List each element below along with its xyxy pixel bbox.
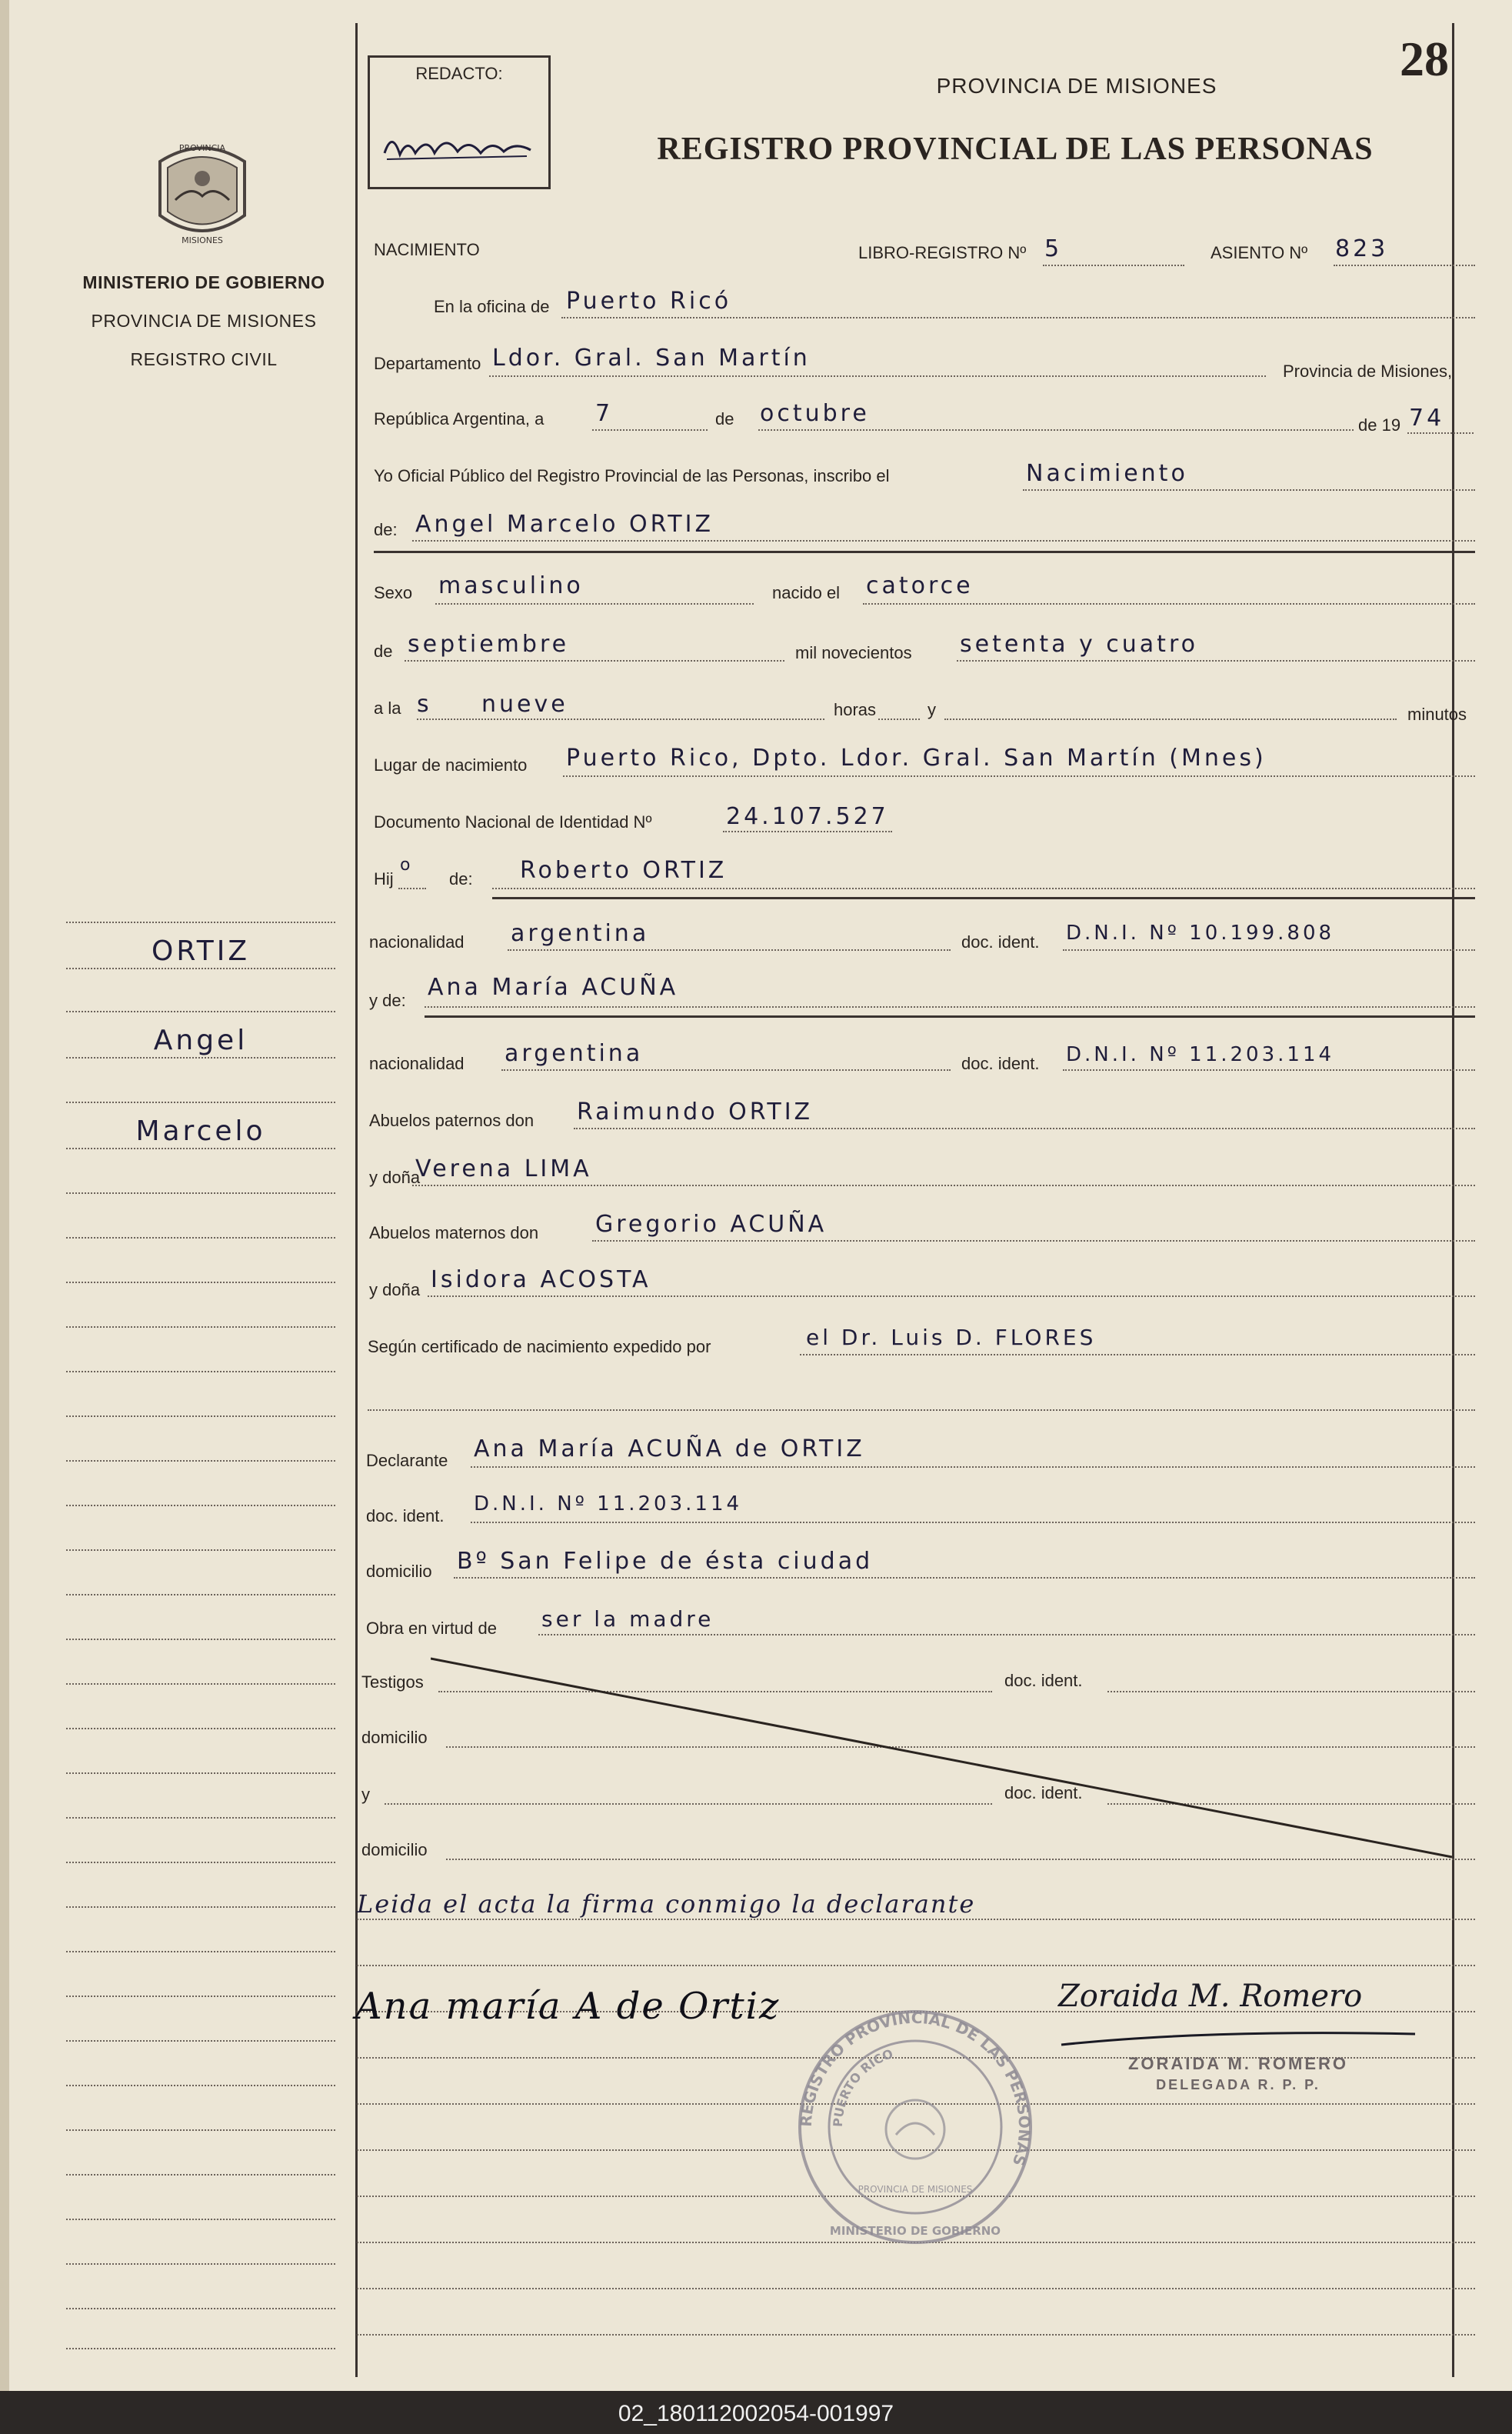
margin-second-name: Marcelo	[135, 1115, 266, 1147]
anio-value: setenta y cuatro	[960, 631, 1198, 658]
margin-line	[66, 2217, 335, 2220]
sexo-dots	[435, 602, 754, 605]
departamento-value: Ldor. Gral. San Martín	[492, 345, 811, 372]
declarante-signature: Ana maría A de Ortiz	[355, 1985, 781, 2028]
madre-dots	[425, 1005, 1475, 1008]
abm-dona-label: y doña	[369, 1280, 421, 1299]
oficina-dots	[561, 315, 1475, 318]
obra-label: Obra en virtud de	[366, 1619, 497, 1638]
nac2-dots	[501, 1068, 951, 1071]
mes-value: octubre	[760, 400, 870, 427]
docid2-value: D.N.I. Nº 11.203.114	[1066, 1043, 1335, 1066]
libro-label: LIBRO-REGISTRO Nº	[858, 243, 1027, 262]
madre-value: Ana María ACUÑA	[428, 974, 679, 1001]
margin-line	[66, 1815, 335, 1819]
anio-dots	[957, 659, 1475, 662]
margin-line	[66, 920, 335, 923]
margin-line	[66, 2172, 335, 2176]
oficial-dots	[1023, 488, 1475, 491]
asiento-dots	[1334, 263, 1475, 266]
hijo-label: Hij	[374, 869, 394, 889]
abp-value: Raimundo ORTIZ	[577, 1099, 814, 1125]
margin-line	[66, 1325, 335, 1328]
t-doc-label: doc. ident.	[1004, 1671, 1083, 1690]
margin-first-name: Angel	[153, 1025, 248, 1056]
domicilio-dots	[454, 1575, 1475, 1579]
declarante-label: Declarante	[366, 1451, 448, 1470]
hora-dots	[417, 717, 824, 720]
svg-text:MINISTERIO DE GOBIERNO: MINISTERIO DE GOBIERNO	[829, 2224, 1001, 2238]
abm-value: Gregorio ACUÑA	[595, 1211, 828, 1238]
redacto-signature	[381, 122, 535, 168]
madre-rule	[425, 1015, 1475, 1018]
sexo-value: masculino	[438, 572, 584, 599]
nac1-value: argentina	[511, 920, 650, 947]
year-value: 74	[1409, 405, 1445, 432]
mes2-dots	[405, 659, 784, 662]
dni-dots	[723, 829, 892, 832]
nacimiento-label: NACIMIENTO	[374, 240, 480, 259]
right-frame-line	[1452, 23, 1454, 2377]
obra-dots	[538, 1632, 1475, 1635]
blank-line	[357, 2286, 1475, 2289]
oficina-label: En la oficina de	[434, 297, 550, 316]
official-name: ZORAIDA M. ROMERO DELEGADA R. P. P.	[1127, 2054, 1349, 2092]
svg-text:PUERTO RICO: PUERTO RICO	[830, 2046, 895, 2128]
domicilio-value: Bº San Felipe de ésta ciudad	[457, 1548, 874, 1575]
cert-dots	[800, 1352, 1475, 1355]
abm-dona-dots	[428, 1294, 1475, 1297]
margin-line	[66, 1994, 335, 1997]
province-heading: PROVINCIA DE MISIONES	[91, 311, 317, 331]
de-year-label: de 19	[1358, 415, 1401, 435]
abp-dots	[574, 1126, 1475, 1129]
province-title: PROVINCIA DE MISIONES	[936, 74, 1217, 98]
ala-suffix: s	[417, 691, 432, 718]
mes2-value: septiembre	[408, 631, 570, 658]
minutos-label: minutos	[1407, 705, 1467, 724]
margin-line	[66, 1548, 335, 1551]
hora-value: nueve	[481, 691, 568, 718]
nacido-label: nacido el	[772, 583, 841, 602]
y-label: y	[928, 700, 936, 719]
t-doc2-label: doc. ident.	[1004, 1783, 1083, 1802]
abm-dots	[592, 1239, 1475, 1242]
oficial-value: Nacimiento	[1026, 460, 1188, 487]
hijo-dots	[398, 886, 426, 889]
yde-label: y de:	[369, 991, 406, 1010]
asiento-label: ASIENTO Nº	[1211, 243, 1308, 262]
margin-line	[66, 2306, 335, 2309]
padre-dots	[492, 886, 1475, 889]
dni-value: 24.107.527	[726, 803, 889, 830]
cert-dots-2	[368, 1408, 1475, 1411]
departamento-label: Departamento	[374, 354, 481, 373]
abm-label: Abuelos maternos don	[369, 1223, 539, 1242]
docid1-dots	[1063, 948, 1475, 951]
margin-line	[66, 1100, 335, 1103]
lugar-dots	[563, 774, 1475, 777]
docid2-dots	[1063, 1068, 1475, 1071]
decl-doc-value: D.N.I. Nº 11.203.114	[474, 1492, 743, 1515]
margin-line	[66, 2039, 335, 2042]
oficina-value: Puerto Ricó	[566, 288, 732, 315]
dni-label: Documento Nacional de Identidad Nº	[374, 812, 652, 832]
horas-dots	[878, 717, 920, 720]
hijo-suffix: o	[400, 855, 414, 875]
provincia-suffix: Provincia de Misiones,	[1283, 362, 1453, 381]
asiento-value: 823	[1335, 235, 1389, 262]
svg-text:PROVINCIA DE MISIONES: PROVINCIA DE MISIONES	[858, 2184, 973, 2195]
abp-dona-dots	[412, 1183, 1475, 1186]
departamento-dots	[489, 374, 1266, 377]
margin-line	[66, 1009, 335, 1012]
persona-value: Angel Marcelo ORTIZ	[415, 511, 714, 538]
cert-value: el Dr. Luis D. FLORES	[806, 1325, 1097, 1350]
decl-doc-dots	[471, 1520, 1475, 1523]
declarante-dots	[471, 1465, 1475, 1468]
margin-line	[66, 1726, 335, 1729]
dia-dots	[592, 428, 708, 431]
redacto-label: REDACTO:	[415, 64, 503, 83]
registry-title: REGISTRO PROVINCIAL DE LAS PERSONAS	[657, 132, 1374, 167]
page-number: 28	[1400, 32, 1449, 86]
registry-stamp	[792, 2000, 1038, 2254]
mes-dots	[758, 428, 1354, 431]
blank-line	[357, 2332, 1475, 2336]
margin-line	[66, 2128, 335, 2131]
redacto-box	[368, 55, 551, 189]
margin-line	[66, 1191, 335, 1194]
official-signature: Zoraida M. Romero	[1058, 1979, 1363, 2014]
t-y-label: y	[361, 1785, 370, 1804]
abp-label: Abuelos paternos don	[369, 1111, 535, 1130]
abp-dona-value: Verena LIMA	[415, 1155, 592, 1182]
obra-value: ser la madre	[541, 1606, 714, 1632]
testigos-strike-line	[431, 1654, 1454, 1869]
margin-line	[66, 1459, 335, 1462]
libro-value: 5	[1044, 235, 1063, 262]
domicilio-label: domicilio	[366, 1562, 432, 1581]
margin-line	[66, 1235, 335, 1239]
lugar-label: Lugar de nacimiento	[374, 755, 528, 775]
dia-value: 7	[595, 400, 614, 427]
nacido-value: catorce	[866, 572, 974, 599]
persona-dots	[412, 538, 1475, 542]
abp-dona-label: y doña	[369, 1168, 421, 1187]
lugar-value: Puerto Rico, Dpto. Ldor. Gral. San Martín (Mnes)	[566, 745, 1267, 772]
docid1-label: doc. ident.	[961, 932, 1040, 952]
margin-line	[66, 1682, 335, 1685]
abm-dona-value: Isidora ACOSTA	[431, 1266, 651, 1293]
docid2-label: doc. ident.	[961, 1054, 1040, 1073]
nac1-dots	[508, 948, 951, 951]
registry-heading: REGISTRO CIVIL	[130, 349, 278, 369]
nac1-label: nacionalidad	[369, 932, 465, 952]
svg-text:REGISTRO PROVINCIAL DE LAS PER: REGISTRO PROVINCIAL DE LAS PERSONAS	[796, 2008, 1034, 2169]
blank-line	[357, 1963, 1475, 1966]
horas-label: horas	[834, 700, 877, 719]
persona-rule	[374, 551, 1475, 553]
margin-line	[66, 1905, 335, 1908]
t-dom-label: domicilio	[361, 1728, 428, 1747]
cert-label: Según certificado de nacimiento expedido por	[368, 1337, 711, 1356]
margin-line	[66, 2083, 335, 2086]
province-emblem	[145, 131, 260, 254]
svg-text:PROVINCIA: PROVINCIA	[178, 143, 226, 153]
de-label: de	[715, 409, 734, 428]
leida-dots	[357, 1917, 1475, 1920]
leida-statement: Leida el acta la firma conmigo la declarante	[357, 1889, 976, 1919]
t-dom2-label: domicilio	[361, 1840, 428, 1859]
margin-line	[66, 2262, 335, 2265]
margin-line	[66, 1860, 335, 1863]
margin-line	[66, 1592, 335, 1595]
ala-label: a la	[374, 699, 401, 718]
margin-line	[66, 1503, 335, 1506]
margin-line	[66, 1414, 335, 1417]
margin-line	[66, 1637, 335, 1640]
margin-line	[66, 2346, 335, 2349]
oficial-text: Yo Oficial Público del Registro Provincial de las Personas, inscribo el	[374, 466, 890, 485]
nac2-label: nacionalidad	[369, 1054, 465, 1073]
libro-dots	[1043, 263, 1184, 266]
binding-spine	[0, 0, 9, 2391]
republica-label: República Argentina, a	[374, 409, 545, 428]
docid1-value: D.N.I. Nº 10.199.808	[1066, 922, 1335, 945]
de-persona-label: de:	[374, 520, 398, 539]
ministry-heading: MINISTERIO DE GOBIERNO	[82, 272, 325, 292]
decl-doc-label: doc. ident.	[366, 1506, 445, 1525]
scan-id-footer: 02_180112002054-001997	[618, 2401, 894, 2426]
margin-line	[66, 1949, 335, 1952]
mil-label: mil novecientos	[795, 643, 912, 662]
declarante-value: Ana María ACUÑA de ORTIZ	[474, 1435, 865, 1462]
year-dots	[1407, 431, 1474, 434]
nacido-dots	[863, 602, 1475, 605]
padre-value: Roberto ORTIZ	[520, 857, 728, 884]
margin-line	[66, 1369, 335, 1372]
margin-line	[66, 1771, 335, 1774]
svg-text:MISIONES: MISIONES	[182, 235, 223, 245]
sexo-label: Sexo	[374, 583, 413, 602]
margin-line	[66, 1280, 335, 1283]
minutos-dots	[944, 717, 1397, 720]
de2-label: de	[374, 642, 393, 661]
nac2-value: argentina	[505, 1040, 644, 1067]
testigos-label: Testigos	[361, 1672, 424, 1692]
margin-surname: ORTIZ	[152, 935, 250, 967]
padre-rule	[492, 897, 1475, 899]
hijo-de-label: de:	[449, 869, 473, 889]
official-signature-underline	[1054, 2023, 1423, 2054]
